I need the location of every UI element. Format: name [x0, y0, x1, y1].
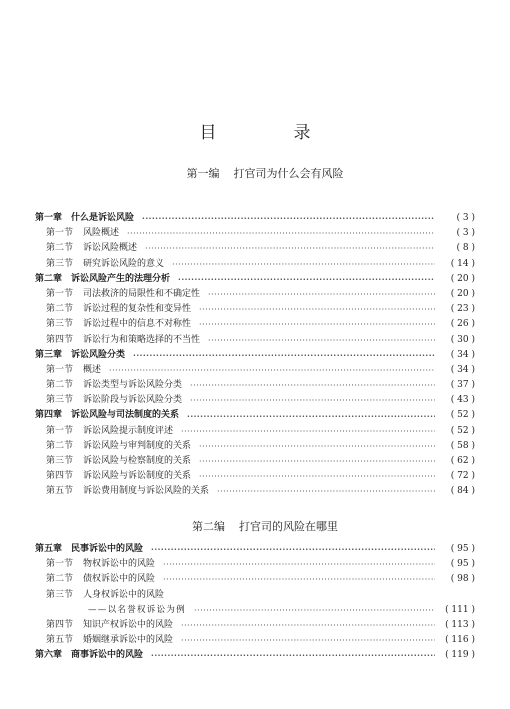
toc-section-row[interactable]: [35, 302, 475, 317]
part-heading-2: [0, 518, 510, 534]
part-heading-1: [0, 165, 510, 181]
toc-entry-label: [35, 241, 137, 256]
dot-leader: [194, 603, 435, 618]
toc-page-number: ( 95 ): [450, 544, 475, 554]
toc-page-number: ( 95 ): [450, 559, 475, 570]
toc-entry-label: [35, 618, 173, 633]
toc-chapter-row[interactable]: [35, 408, 475, 423]
toc-chapter-row[interactable]: [35, 211, 475, 226]
toc-chapter-row[interactable]: [35, 272, 475, 287]
dot-leader: [163, 572, 435, 587]
toc-section-row[interactable]: [35, 378, 475, 393]
dot-leader: [181, 618, 435, 633]
toc-entry-title: 诉讼过程中的信息不对称性: [83, 319, 192, 330]
toc-entry-title: 债权诉讼中的风险: [83, 574, 156, 585]
toc-section-row[interactable]: [35, 603, 475, 618]
toc-chapter-row[interactable]: [35, 542, 475, 557]
toc-section-row[interactable]: [35, 363, 475, 378]
toc-page-number: ( 111 ): [445, 604, 475, 615]
toc-entry-number: 第五章: [35, 544, 63, 554]
dot-leader: [151, 542, 435, 557]
part-name: 打官司的风险在哪里: [239, 520, 338, 533]
dot-leader: [151, 648, 435, 663]
dot-leader: [190, 393, 435, 408]
toc-entry-title: 研究诉讼风险的意义: [83, 258, 165, 269]
dot-leader: [109, 363, 435, 378]
toc-page-number: ( 119 ): [445, 650, 475, 661]
toc-entry-title: 民事诉讼中的风险: [71, 544, 144, 554]
dot-leader: [127, 226, 435, 241]
toc-entry-title: 诉讼过程的复杂性和变异性: [83, 304, 192, 315]
toc-chapter-row[interactable]: [35, 648, 475, 663]
toc-page-number: ( 62 ): [450, 456, 475, 466]
toc-entry-label: [35, 363, 101, 378]
toc-entry-title: 商事诉讼中的风险: [71, 650, 144, 661]
toc-entry-label: [35, 572, 155, 587]
toc-entry-number: 第二章: [35, 273, 63, 284]
dot-leader: [181, 633, 435, 648]
toc-entry-label: [35, 211, 134, 226]
dot-leader: [217, 484, 435, 499]
page-title: 目 录: [199, 123, 341, 143]
toc-section-row[interactable]: [35, 241, 475, 256]
toc-section-row[interactable]: [35, 633, 475, 648]
toc-entry-number: 第一节: [46, 228, 74, 239]
toc-entry-number: 第四章: [35, 410, 63, 421]
toc-entry-title: 知识产权诉讼中的风险: [83, 619, 174, 630]
dot-leader: [187, 409, 435, 424]
dot-leader: [199, 439, 435, 454]
toc-page-number: ( 37 ): [450, 380, 475, 391]
toc-entry-number: 第二节: [46, 380, 74, 391]
toc-entry-label: [35, 439, 191, 454]
toc-entry-number: 第二节: [46, 440, 74, 451]
toc-entry-label: [35, 603, 186, 618]
toc-entry-label: [35, 257, 164, 272]
toc-entry-label: [35, 302, 191, 317]
toc-entry-number: 第一节: [46, 425, 74, 436]
toc-entry-label: [35, 317, 191, 332]
toc-entry-label: [35, 348, 125, 363]
toc-entry-title: 诉讼风险与司法制度的关系: [71, 410, 180, 421]
toc-section-row[interactable]: [35, 226, 475, 241]
toc-entry-number: 第四节: [46, 619, 74, 630]
toc-page-number: ( 113 ): [445, 619, 475, 630]
toc-entry-title: 诉讼费用制度与诉讼风险的关系: [83, 486, 210, 497]
toc-section-row[interactable]: [35, 333, 475, 348]
toc-entry-title: 人身权诉讼中的风险: [83, 589, 165, 600]
toc-entry-title: 什么是诉讼风险: [71, 213, 135, 223]
toc-entry-number: 第一节: [46, 559, 74, 570]
toc-page-number: ( 84 ): [450, 486, 475, 497]
toc-entry-number: 第三节: [46, 319, 74, 330]
toc-page-number: ( 26 ): [450, 319, 475, 330]
toc-entry-title: 司法救济的局限性和不确定性: [83, 288, 201, 299]
toc-entry-label: [35, 393, 182, 408]
toc-page-number: ( 98 ): [450, 574, 475, 585]
toc-page-number: ( 23 ): [450, 304, 475, 315]
toc-entry-number: 第三节: [46, 395, 74, 406]
toc-section-row[interactable]: [35, 588, 475, 603]
toc-section-row[interactable]: [35, 469, 475, 484]
toc-entry-title: 风险概述: [83, 228, 120, 239]
toc-page-number: ( 3 ): [456, 213, 475, 223]
toc-entry-title: 诉讼风险分类: [71, 349, 126, 360]
toc-section-row[interactable]: [35, 572, 475, 587]
dot-leader: [178, 272, 435, 287]
toc-entry-label: [35, 648, 143, 663]
toc-entry-label: [35, 424, 173, 439]
dot-leader: [208, 287, 435, 302]
toc-entry-title: ——以名誉权诉讼为例: [88, 604, 187, 615]
toc-section-2: [35, 542, 475, 664]
toc-entry-number: 第三节: [46, 258, 74, 269]
dot-leader: [190, 378, 435, 393]
toc-entry-label: [35, 588, 164, 603]
toc-entry-title: 物权诉讼中的风险: [83, 559, 156, 570]
toc-page-number: ( 8 ): [456, 243, 475, 254]
toc-entry-number: 第五节: [46, 486, 74, 497]
toc-entry-number: 第四节: [46, 334, 74, 345]
toc-page-number: ( 20 ): [450, 288, 475, 299]
toc-entry-title: 诉讼风险产生的法理分析: [71, 273, 171, 284]
toc-entry-title: 概述: [83, 364, 102, 375]
toc-entry-title: 婚姻继承诉讼中的风险: [83, 635, 174, 646]
toc-page-number: ( 34 ): [450, 364, 475, 375]
toc-entry-title: 诉讼风险与诉讼制度的关系: [83, 471, 192, 482]
toc-entry-number: 第二节: [46, 304, 74, 315]
toc-entry-title: 诉讼类型与诉讼风险分类: [83, 380, 183, 391]
toc-entry-number: 第二节: [46, 574, 74, 585]
toc-entry-title: 诉讼行为和策略选择的不当性: [83, 334, 201, 345]
toc-entry-number: 第三节: [46, 589, 74, 600]
toc-chapter-row[interactable]: [35, 348, 475, 363]
dot-leader: [199, 317, 435, 332]
toc-section-row[interactable]: [35, 287, 475, 302]
toc-section-row[interactable]: [35, 424, 475, 439]
toc-entry-label: [35, 469, 191, 484]
toc-entry-number: 第三章: [35, 349, 63, 360]
toc-section-row[interactable]: [35, 439, 475, 454]
dot-leader: [172, 257, 435, 272]
toc-entry-label: [35, 633, 173, 648]
toc-entry-number: 第三节: [46, 456, 74, 466]
toc-page-number: ( 20 ): [450, 273, 475, 284]
dot-leader: [172, 588, 435, 603]
toc-entry-label: [35, 287, 200, 302]
toc-entry-label: [35, 557, 155, 572]
toc-entry-label: [35, 454, 191, 469]
toc-entry-title: 诉讼风险与审判制度的关系: [83, 440, 192, 451]
dot-leader: [181, 424, 435, 439]
toc-section-row[interactable]: [35, 454, 475, 469]
part-label: 第二编: [192, 520, 225, 533]
dot-leader: [199, 302, 435, 317]
toc-page-number: ( 116 ): [445, 635, 475, 646]
toc-section-row[interactable]: [35, 557, 475, 572]
toc-entry-number: 第一节: [46, 288, 74, 299]
dot-leader: [199, 454, 435, 469]
toc-entry-number: 第一章: [35, 213, 63, 223]
toc-page-number: ( 43 ): [450, 395, 475, 406]
toc-entry-title: 诉讼风险提示制度评述: [83, 425, 174, 436]
dot-leader: [133, 348, 435, 363]
toc-entry-label: [35, 542, 143, 557]
toc-section-row[interactable]: [35, 484, 475, 499]
toc-section-row[interactable]: [35, 257, 475, 272]
toc-entry-number: 第六章: [35, 650, 63, 661]
part-label: 第一编: [186, 167, 220, 180]
toc-page-number: ( 52 ): [450, 410, 475, 421]
toc-entry-title: 诉讼风险与检察制度的关系: [83, 456, 192, 466]
toc-entry-number: 第二节: [46, 243, 74, 254]
toc-page-number: ( 30 ): [450, 334, 475, 345]
toc-section-1: [35, 211, 475, 500]
toc-section-row[interactable]: [35, 618, 475, 633]
toc-entry-label: [35, 272, 170, 287]
toc-page-number: ( 14 ): [450, 258, 475, 269]
toc-page-number: ( 52 ): [450, 425, 475, 436]
toc-section-row[interactable]: [35, 393, 475, 408]
dot-leader: [163, 557, 435, 572]
toc-entry-label: [35, 484, 209, 499]
toc-entry-label: [35, 408, 179, 423]
dot-leader: [142, 211, 435, 226]
toc-page-number: ( 3 ): [456, 228, 475, 239]
dot-leader: [208, 333, 435, 348]
toc-section-row[interactable]: [35, 317, 475, 332]
toc-entry-label: [35, 378, 182, 393]
toc-page-number: ( 34 ): [450, 349, 475, 360]
toc-entry-number: 第五节: [46, 635, 74, 646]
toc-entry-title: 诉讼风险概述: [83, 243, 138, 254]
toc-page-number: ( 72 ): [450, 471, 475, 482]
toc-entry-title: 诉讼阶段与诉讼风险分类: [83, 395, 183, 406]
toc-page-number: ( 58 ): [450, 440, 475, 451]
toc-entry-number: 第四节: [46, 471, 74, 482]
toc-entry-number: 第一节: [46, 364, 74, 375]
dot-leader: [199, 469, 435, 484]
toc-entry-label: [35, 333, 200, 348]
toc-entry-label: [35, 226, 119, 241]
part-name: 打官司为什么会有风险: [233, 167, 344, 180]
dot-leader: [145, 241, 435, 256]
